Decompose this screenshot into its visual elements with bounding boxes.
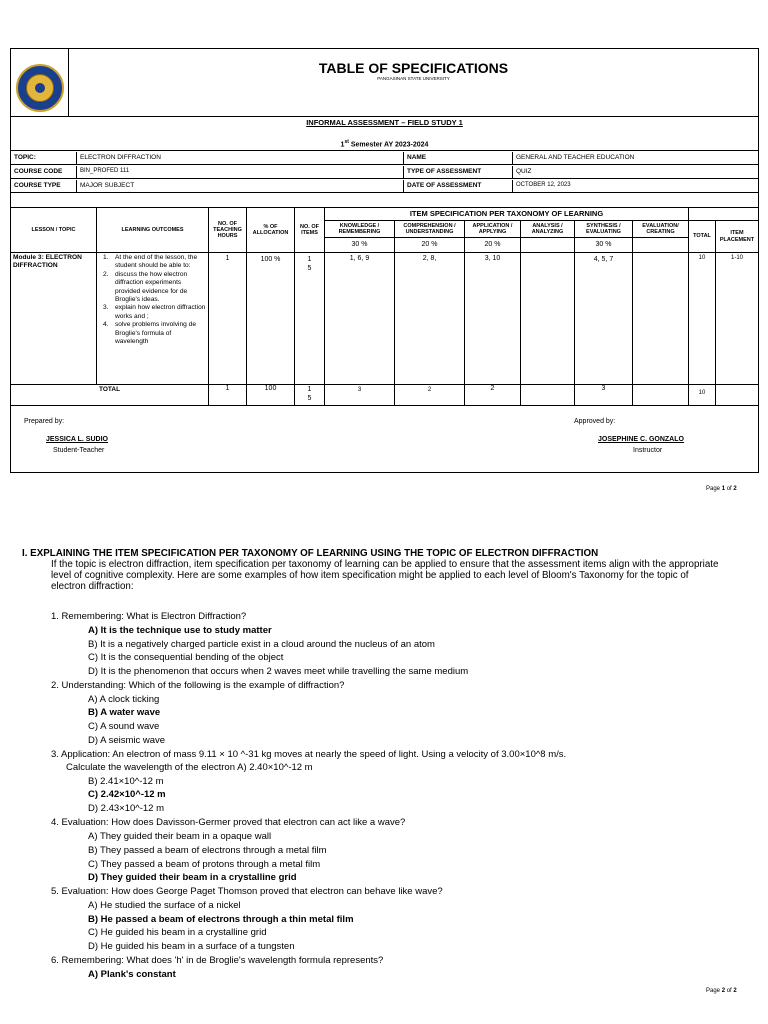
specification-sheet [10,48,759,473]
evaluation-items-cell [633,253,689,385]
total-analysis [521,385,575,406]
total-knowledge: 3 [325,385,395,406]
assessment-date-value: OCTOBER 12, 2023 [516,182,571,188]
answer-3d: D) 2.43×10^-12 m [88,803,165,814]
answer-1c: C) It is the consequential bending of the object [88,652,284,663]
question-5: 5. Evaluation: How does George Paget Thomson proved that electron can behave like wave? [51,886,443,897]
total-application: 2 [465,385,521,406]
total-hours: 1 [209,385,247,406]
outcome-item: 2. discuss the how electron diffraction experiments provided evidence for de Broglie's ideas. [103,270,188,304]
answer-2d: D) A seismic wave [88,735,166,746]
answer-1a: A) It is the technique use to study matter [88,625,272,636]
outcome-item: 3. explain how electron diffraction works and ; [103,304,206,320]
allocation-cell: 100 % [247,253,295,385]
logo-cell [11,49,69,117]
synthesis-items-cell: 4, 5, 7 [575,253,633,385]
document-title: TABLE OF SPECIFICATIONS [318,60,509,76]
approved-by-role: Instructor [633,447,663,454]
percent-knowledge: 30 % [325,238,395,253]
total-evaluation [633,385,689,406]
question-1: 1. Remembering: What is Electron Diffraction? [51,611,247,622]
answer-3c: C) 2.42×10^-12 m [88,789,166,800]
header-lesson-topic: LESSON / TOPIC [11,208,97,253]
item-placement-cell: 1-10 [716,253,758,385]
application-items-cell: 3, 10 [465,253,521,385]
question-3-continued: Calculate the wavelength of the electron A) 2.40×10^-12 m [66,762,313,773]
info-row-type [11,180,758,193]
university-seal-icon [16,64,64,112]
analysis-items-cell [521,253,575,385]
answer-4c: C) They passed a beam of protons through a metal film [88,859,321,870]
header-analysis: ANALYSIS / ANALYZING [521,221,575,238]
semester-label: 1st Semester AY 2023-2024 [340,139,429,149]
header-knowledge: KNOWLEDGE / REMEMBERING [325,221,395,238]
signature-block [11,405,758,472]
no-of-items-cell: 1 5 [295,253,325,385]
percent-evaluation [633,238,689,253]
outcome-item: 1. At the end of the lesson, the student should be able to: [103,254,198,270]
total-row-label: TOTAL [11,385,209,406]
question-2: 2. Understanding: Which of the following is the example of diffraction? [51,680,345,691]
question-3: 3. Application: An electron of mass 9.11 × 10 ^-31 kg moves at nearly the speed of light. Using a velocity of 3.00×10^8 m/s. [51,749,567,760]
lesson-topic-cell: Module 3: ELECTRON DIFFRACTION [11,253,97,385]
percent-application: 20 % [465,238,521,253]
prepared-by-name: JESSICA L. SUDIO [46,436,108,443]
header-no-of-items: NO. OF ITEMS [295,208,325,253]
prepared-by-label: Prepared by: [24,418,65,425]
info-row-topic [11,152,758,165]
assessment-type-label: TYPE OF ASSESSMENT [404,166,513,179]
answer-2a: A) A clock ticking [88,694,160,705]
question-6: 6. Remembering: What does 'h' in de Broglie's wavelength formula represents? [51,955,384,966]
course-type-label: COURSE TYPE [11,180,77,193]
course-code-value: BIN_PROFED 111 [77,166,404,179]
teaching-hours-cell: 1 [209,253,247,385]
topic-value: ELECTRON DIFFRACTION [77,152,404,165]
answer-5c: C) He guided his beam in a crystalline grid [88,927,267,938]
total-placement [716,385,758,406]
outcomes-list [97,253,208,346]
answer-2b: B) A water wave [88,707,161,718]
prepared-by-role: Student-Teacher [53,447,105,454]
learning-outcomes-cell [97,253,209,385]
total-synthesis: 3 [575,385,633,406]
header-comprehension: COMPREHENSION / UNDERSTANDING [395,221,465,238]
answer-4b: B) They passed a beam of electrons through a metal film [88,845,327,856]
outcome-item: 4. solve problems involving de Broglie's formula of wavelength [103,321,196,346]
answer-5b: B) He passed a beam of electrons through a thin metal film [88,914,354,925]
header-item-placement: ITEM PLACEMENT [716,221,758,253]
course-type-value: MAJOR SUBJECT [77,180,404,193]
page-number-1: Page 1 of 2 [706,486,737,492]
answer-2c: C) A sound wave [88,721,160,732]
answer-4a: A) They guided their beam in a opaque wall [88,831,272,842]
answer-6a: A) Plank's constant [88,969,176,980]
sheet-header [11,49,758,117]
name-value: GENERAL AND TEACHER EDUCATION [516,154,635,161]
approved-by-label: Approved by: [574,418,616,425]
percent-analysis [521,238,575,253]
header-application: APPLICATION / APPLYING [465,221,521,238]
university-name: PANGASINAN STATE UNIVERSITY [377,76,450,81]
specification-table [11,207,758,405]
knowledge-items-cell: 1, 6, 9 [325,253,395,385]
header-taxonomy: ITEM SPECIFICATION PER TAXONOMY OF LEARNING [325,208,689,221]
total-items-cell: 10 [689,253,716,385]
approved-by-name: JOSEPHINE C. GONZALO [598,436,684,443]
answer-4d: D) They guided their beam in a crystalline grid [88,872,297,883]
assessment-date-label: DATE OF ASSESSMENT [404,180,513,193]
assessment-row [11,118,758,151]
name-label: NAME [404,152,513,165]
topic-label: TOPIC: [11,152,77,165]
total-comprehension: 2 [395,385,465,406]
info-row-code [11,166,758,179]
header-teaching-hours: NO. OF TEACHING HOURS [209,208,247,253]
page-number-2: Page 2 of 2 [706,988,737,994]
section-heading: I. EXPLAINING THE ITEM SPECIFICATION PER TAXONOMY OF LEARNING USING THE TOPIC OF ELECTRON DIFFRACTION [22,548,599,559]
explanation-section [22,548,722,593]
header-blank [689,208,758,221]
answer-5a: A) He studied the surface of a nickel [88,900,241,911]
header-total: TOTAL [689,221,716,253]
total-no-of-items: 1 5 [295,385,325,406]
total-total: 10 [689,385,716,406]
question-4: 4. Evaluation: How does Davisson-Germer proved that electron can act like a wave? [51,817,406,828]
percent-comprehension: 20 % [395,238,465,253]
answer-1d: D) It is the phenomenon that occurs when 2 waves meet while travelling the same medium [88,666,469,677]
header-allocation: % OF ALLOCATION [247,208,295,253]
total-allocation: 100 [247,385,295,406]
section-intro: If the topic is electron diffraction, item specification per taxonomy of learning can be applied to ensure that the assessment items align with the appropriate level of cognitive complexity. Here are some examples of how item specification might be applied to each level of Bloom's Taxonomy for the topic of electron diffraction: [51,559,719,593]
header-evaluation: EVALUATION/ CREATING [633,221,689,238]
course-code-label: COURSE CODE [11,166,77,179]
header-learning-outcomes: LEARNING OUTCOMES [97,208,209,253]
comprehension-items-cell: 2, 8, [395,253,465,385]
header-synthesis: SYNTHESIS / EVALUATING [575,221,633,238]
answer-5d: D) He guided his beam in a surface of a tungsten [88,941,295,952]
percent-synthesis: 30 % [575,238,633,253]
assessment-title: INFORMAL ASSESSMENT – FIELD STUDY 1 [306,118,463,127]
assessment-type-value: QUIZ [516,168,532,175]
answer-1b: B) It is a negatively charged particle exist in a cloud around the nucleus of an atom [88,639,435,650]
answer-3b: B) 2.41×10^-12 m [88,776,164,787]
